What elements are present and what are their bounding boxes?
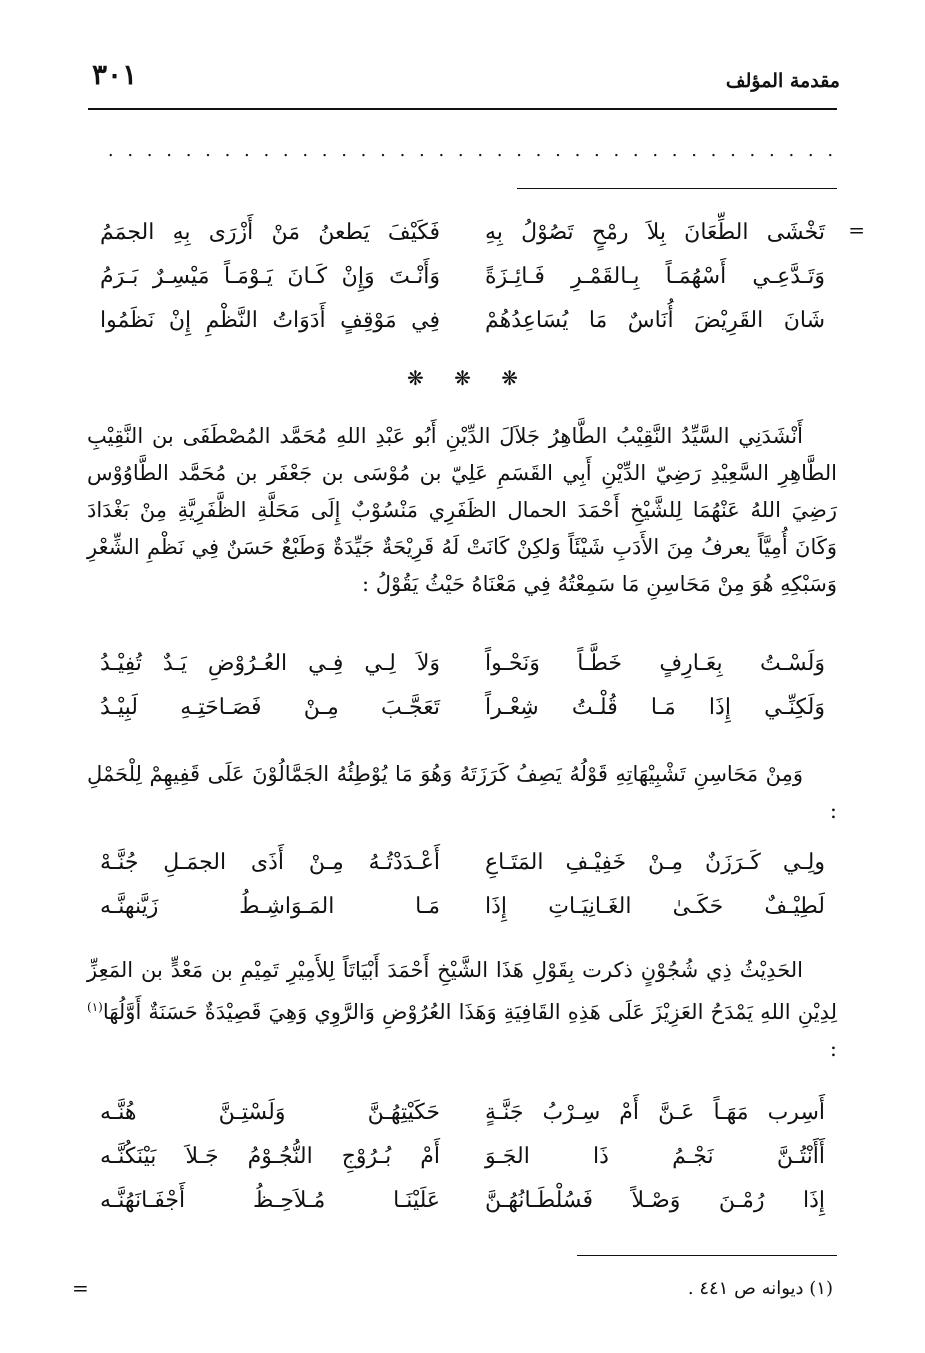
second-hemistich: أَعْـدَدْتُـهُ مِـنْ أَذَى الجمَـلِ جُنَّـهْ bbox=[100, 849, 440, 875]
verse-block-1 bbox=[100, 210, 825, 342]
verse-line bbox=[100, 840, 825, 884]
second-hemistich: حَكَيْتِهُـنَّ وَلَسْتِـنَّ هُنَّـه bbox=[100, 1099, 440, 1125]
second-hemistich: مَـا المَـوَاشِـطُ زَيَّنهنَّـه bbox=[100, 893, 440, 919]
verse-line bbox=[100, 298, 825, 342]
first-hemistich: وَلَسْـتُ بِعَـارِفٍ خَطَّـاً وَنَحْـواً bbox=[485, 650, 825, 676]
footnote: (١) ديوانه ص ٤٤١ . bbox=[687, 1278, 833, 1299]
continuation-mark: = bbox=[848, 218, 865, 242]
second-hemistich: وَلاَ لِـي فِـي العُـرُوْضِ يَـدٌ تُفِيْـدُ bbox=[100, 650, 440, 676]
second-hemistich: فِي مَوْقِفٍ أَدَوَاتُ النَّظْمِ إِنْ نَظَمُوا bbox=[100, 307, 440, 333]
first-hemistich: إِذَا رُمْـنَ وَصْـلاً فَسُلْطَـانُهُـنَّ bbox=[485, 1187, 825, 1213]
running-header-title: مقدمة المؤلف bbox=[725, 70, 840, 92]
second-hemistich: عَلَيْنَـا مُـلاَحِـظُ أَجْفَـانَهُنَّـه bbox=[100, 1187, 440, 1213]
first-hemistich: أَأَنْتُـنَّ نَجْـمُ ذَا الجَـوَ bbox=[485, 1143, 825, 1169]
header-rule bbox=[88, 108, 837, 110]
paragraph-2 bbox=[87, 756, 837, 830]
paragraph-end: : bbox=[829, 1037, 837, 1061]
verse-line bbox=[100, 1134, 825, 1178]
paragraph-text: وَمِنْ مَحَاسِنِ تَشْبِيْهَاتِهِ قَوْلُهُ يَصِفُ كَرَزَتَهُ وَهُوَ مَا يُوْطِئُهُ الجَمَّالُوْنَ عَلَى قَفِيهِمْ لِلْحَمْلِ : bbox=[87, 762, 837, 823]
verse-line bbox=[100, 254, 825, 298]
second-hemistich: وَأَنْـتَ وَإِنْ كَـانَ يَـوْمَـاً مَيْسِـرٌ بَـرَمُ bbox=[100, 263, 440, 289]
second-hemistich: فَكَيْفَ يَطعنُ مَنْ أَزْرَى بِهِ الجمَمُ bbox=[100, 219, 440, 245]
second-hemistich: أَمْ بُـرُوْجِ النُّجُـوْمُ جَـلاَ بَيْنَكُنَّـه bbox=[100, 1143, 440, 1169]
continuation-mark-bottom: = bbox=[72, 1276, 89, 1300]
verse-block-2 bbox=[100, 641, 825, 729]
verse-block-3 bbox=[100, 840, 825, 928]
first-hemistich: وَتَـدَّعِـي أَسْهُمَـاً بِـالقَمْـرِ فَـائِـزَةً bbox=[485, 263, 825, 289]
verse-block-4 bbox=[100, 1090, 825, 1222]
verse-line bbox=[100, 641, 825, 685]
verse-line bbox=[100, 884, 825, 928]
first-hemistich: لَطِيْـفٌ حَكَـىٰ الغَـانِيَـاتِ إِذَا bbox=[485, 893, 825, 919]
page-number: ٣٠١ bbox=[92, 58, 138, 91]
section-divider-stars: ❋ ❋ ❋ bbox=[407, 366, 518, 390]
ellipsis-dots: . . . . . . . . . . . . . . . . . . . . . . . . . . . . . . . . . . . . . . bbox=[107, 140, 838, 161]
footnote-reference: (١) bbox=[87, 1000, 103, 1014]
verse-line bbox=[100, 1090, 825, 1134]
paragraph-text: أَنْشَدَنِي السَّيِّدُ النَّقِيْبُ الطَّاهِرُ جَلاَلَ الدِّيْنِ أَبُو عَبْدِ اللهِ مُحَمَّد المُصْطَفَى بن النَّقِيْبِ الطَّاهِرِ السَّعِيْدِ رَضِيّ الدِّيْنِ أَبِي القَسَمِ عَلِيّ بن مُوْسَى بن جَعْفَر بن مُحَمَّد الطَّاوُوْس رَضِيَ اللهُ عَنْهُمَا لِلشَّيْخِ أَحْمَدَ الحمال الظَفَرِي مَنْسُوْبٌ إِلَى مَحَلَّةِ الظَّفَرِيَّةِ مِنْ بَغْدَادَ وَكَانَ أُمِيَّاً يعرفُ مِنَ الأَدَبِ شَيْئَاً وَلكِنْ كَانَتْ لَهُ قَرِيْحَةٌ جَيِّدَةٌ وَطَبْعٌ حَسَنٌ فِي نَظْمِ الشِّعْرِ وَسَبْكِهِ هُوَ مِنْ مَحَاسِنِ مَا سَمِعْتُهُ فِي مَعْنَاهُ حَيْثُ يَقُوْلُ : bbox=[87, 424, 837, 596]
first-hemistich: تَخْشَى الطِّعَانَ بِلاَ رمْحٍ تَصُوْلُ بِهِ bbox=[485, 219, 825, 245]
paragraph-3 bbox=[87, 952, 837, 1068]
first-hemistich: أَسِرب مَهَـاً عَـنَّ أَمْ سِـرْبُ جَنَّـةٍ bbox=[485, 1099, 825, 1125]
second-hemistich: تَعَجَّـبَ مِـنْ فَصَـاحَتِـهِ لَبِيْـدُ bbox=[100, 694, 440, 720]
section-rule bbox=[517, 188, 837, 189]
paragraph-text: الحَدِيْثُ ذِي شُجُوْنٍ ذكرت بِقَوْلِ هَذَا الشَّيْخِ أَحْمَدَ أَبْيَاتَاً لِلأَمِيْرِ تَمِيْمِ بن مَعْدٍّ بن المَعِزِّ لِدِيْنِ اللهِ يَمْدَحُ العَزِيْزَ عَلَى هَذِهِ القَافِيَةِ وَهَذَا العُرُوْضِ وَالرَّوِي وَهِيَ قَصِيْدَةٌ حَسَنَةٌ أَوَّلُهَا bbox=[87, 958, 837, 1024]
footnote-rule bbox=[577, 1255, 837, 1256]
verse-line bbox=[100, 685, 825, 729]
first-hemistich: ولِـي كَـرَزَنٌ مِـنْ خَفِيْـفِ المَتَـاعِ bbox=[485, 849, 825, 875]
first-hemistich: شَانَ القَرِيْضَ أُنَاسٌ مَا يُسَاعِدُهُمْ bbox=[485, 307, 825, 333]
verse-line bbox=[100, 1178, 825, 1222]
paragraph-1 bbox=[87, 418, 837, 603]
verse-line bbox=[100, 210, 825, 254]
first-hemistich: وَلَكِنِّـي إِذَا مَـا قُلْـتُ شِعْـراً bbox=[485, 694, 825, 720]
